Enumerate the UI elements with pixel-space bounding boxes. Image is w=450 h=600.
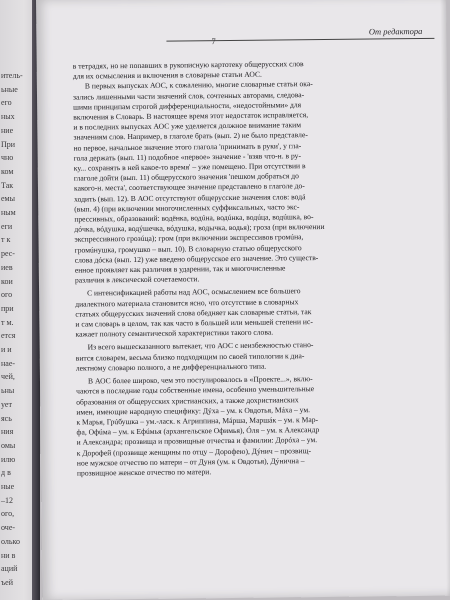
margin-fragment: илю	[1, 454, 16, 464]
text-line: глаголе дойти (вып. 11) общерусского значения 'пешком добраться до	[73, 171, 299, 183]
margin-fragment: иев	[1, 262, 13, 272]
margin-fragment: при	[1, 303, 14, 313]
page-header	[36, 25, 446, 47]
margin-fragment: аций	[1, 564, 18, 574]
margin-fragment: ных	[1, 112, 15, 122]
text-line: в тетрадях, но не попавших в рукописную картотеку общерусских слов	[72, 59, 304, 71]
margin-fragment: т м.	[1, 317, 14, 327]
margin-fragment: ком	[1, 166, 14, 176]
text-line: лектному словарю полного, а не дифференциального типа.	[75, 361, 267, 373]
margin-fragment: олько	[1, 536, 21, 546]
margin-fragment: ни в	[1, 550, 16, 560]
margin-fragment: итель-	[1, 71, 23, 80]
margin-fragment: ует	[1, 399, 12, 409]
text-line: С интенсификацией работы над АОС, осмыслением все большего	[87, 286, 301, 298]
text-line: (вып. 4) (при включении многочисленных суффиксальных, часто экс-	[74, 202, 300, 214]
text-line: ку... сохранять в ней какое-то время' – уже помещено. При отсутствии в	[73, 161, 306, 173]
margin-fragment: ого,	[1, 509, 15, 519]
margin-fragment: рес-	[1, 249, 15, 259]
text-line: зались лишенными части значений слов, сочтенных авторами, следова-	[72, 89, 305, 102]
text-line: В первых выпусках АОС, к сожалению, многие словарные статьи ока-	[84, 79, 313, 91]
margin-fragment: ные	[1, 482, 15, 491]
text-line: статьях общерусских значений слова обедняет как словарные статьи, так	[75, 307, 312, 319]
page-number: 7	[211, 36, 216, 47]
text-line: гола держать (вып. 11) подобное «первое» значение - 'взяв что-н. в ру-	[73, 151, 302, 163]
text-line: В АОС более широко, чем это постулировалось в «Проекте...», вклю-	[87, 374, 313, 386]
text-line: громúнушка, громушко – вып. 10). В словарную статью общерусского	[74, 242, 302, 255]
text-line: к Марья, Грúбушка – ум.-ласк. к Агриппина, Мáрша, Маршáк – ум. к Мар-	[76, 414, 319, 427]
text-line: вится словарем, весьма близко подходящим по своей типологии к диа-	[75, 350, 305, 363]
text-line: шими принципам строгой дифференциальности, «недостойными» для	[73, 100, 302, 112]
text-line: к Дорофей (прозвище женщины по отцу – Дорофею), Дýнич – прозвищ-	[76, 445, 311, 458]
text-line: фа, Офúма – ум. к Ефúмья (архангельское Офимья), Óля – ум. к Александр	[76, 425, 320, 437]
text-line: и Александра; прозвища и прозвищные отчества и фамилии: Дорóха – ум.	[76, 435, 318, 447]
margin-fragment: чей,	[1, 372, 15, 382]
margin-fragment: ьны	[1, 386, 15, 396]
margin-fragment: омы	[1, 440, 16, 450]
text-line: енное проявляет как различия в ударении, так и многочисленные	[74, 263, 286, 275]
text-line: Из всего вышесказанного вытекает, что АОС с неизбежностью стано-	[87, 340, 314, 352]
text-line: слова дóска (вып. 12) уже введено общерусское его значение. Это существ-	[74, 252, 319, 265]
margin-fragment: ого	[1, 290, 13, 300]
text-line: и сам словарь в целом, так как часто в большей или меньшей степени ис-	[75, 317, 313, 329]
section-title: От редактора	[368, 25, 423, 37]
text-line: экспрессивного грозúца); гром (при включении экспрессивов громúна,	[74, 232, 304, 245]
margin-fragment: ным	[1, 208, 16, 217]
text-line: имен, имеющие народную специфику: Дýха – ум. к Овдотья, Мáха – ум.	[76, 404, 311, 417]
text-line: диалектного материала становится ясно, что отсутствие в словарных	[75, 296, 299, 309]
margin-fragment: т к	[1, 235, 11, 245]
text-line: образования от общерусских христианских, а также дохристианских	[76, 394, 299, 407]
margin-fragment: его	[1, 98, 12, 108]
margin-fragment: оче-	[1, 523, 16, 533]
margin-fragment: кои	[1, 276, 13, 286]
text-line: различия в лексической сочетаемости.	[74, 274, 200, 285]
text-line: чаются в последние годы собственные имена, особенно уменьшительные	[76, 384, 315, 396]
margin-fragment: При	[1, 139, 16, 149]
margin-fragment: ние	[1, 125, 14, 135]
text-line: включения в Словарь. В настоящее время этот недостаток исправляется,	[73, 110, 309, 122]
margin-fragment: ясь	[1, 413, 12, 423]
text-line: прессивных, образований: водёнка, водúна, водúнка, водúца, водúшка, во-	[74, 212, 314, 224]
text-line: ное мужское отчество по матери – от Дуня (ум. к Овдотья), Дýничнa –	[76, 455, 305, 468]
body-text	[73, 58, 415, 479]
margin-fragment: д в	[1, 468, 11, 478]
header-rule	[166, 38, 434, 42]
margin-fragment: чно	[1, 153, 14, 163]
book-page	[36, 0, 450, 600]
margin-fragment: Так	[1, 180, 14, 190]
margin-fragment: нае-	[1, 358, 16, 368]
text-line: ходить (вып. 12). В АОС отсутствуют общерусские значения слов: водá	[74, 191, 306, 204]
margin-fragment: –12	[1, 495, 13, 505]
margin-fragment: ъей	[1, 577, 13, 587]
margin-fragment: еги	[1, 221, 13, 231]
text-line: но первое, начальное значение этого глагола 'принимать в руки', у гла-	[73, 140, 302, 153]
text-line: и в последних выпусках АОС уже уделяется должное внимание таким	[73, 120, 302, 132]
margin-fragment: ется	[1, 331, 16, 341]
previous-page-edge	[0, 0, 40, 600]
text-line: дóчка, вóдушка, водýшечка, вóдушка, водычка, водья); гроза (при включении	[74, 222, 325, 234]
margin-fragment: ьные	[1, 84, 18, 94]
text-line: кажает полноту семантической характеристики такого слова.	[75, 327, 274, 339]
margin-fragment: ния	[1, 427, 14, 437]
margin-fragment: и и	[1, 345, 12, 354]
page-edge-shadow	[440, 0, 450, 596]
margin-fragment: емы	[1, 194, 15, 204]
text-line: для их осмысления и включения в словарные статьи АОС.	[72, 69, 262, 81]
text-line: какого-н. места', соответствующее значение представлено в глаголе до-	[73, 181, 305, 194]
text-line: прозвищное женское отчество по матери.	[76, 467, 212, 478]
text-line: значениям слов. Например, в глаголе брать (вып. 2) не было представле-	[73, 130, 308, 143]
